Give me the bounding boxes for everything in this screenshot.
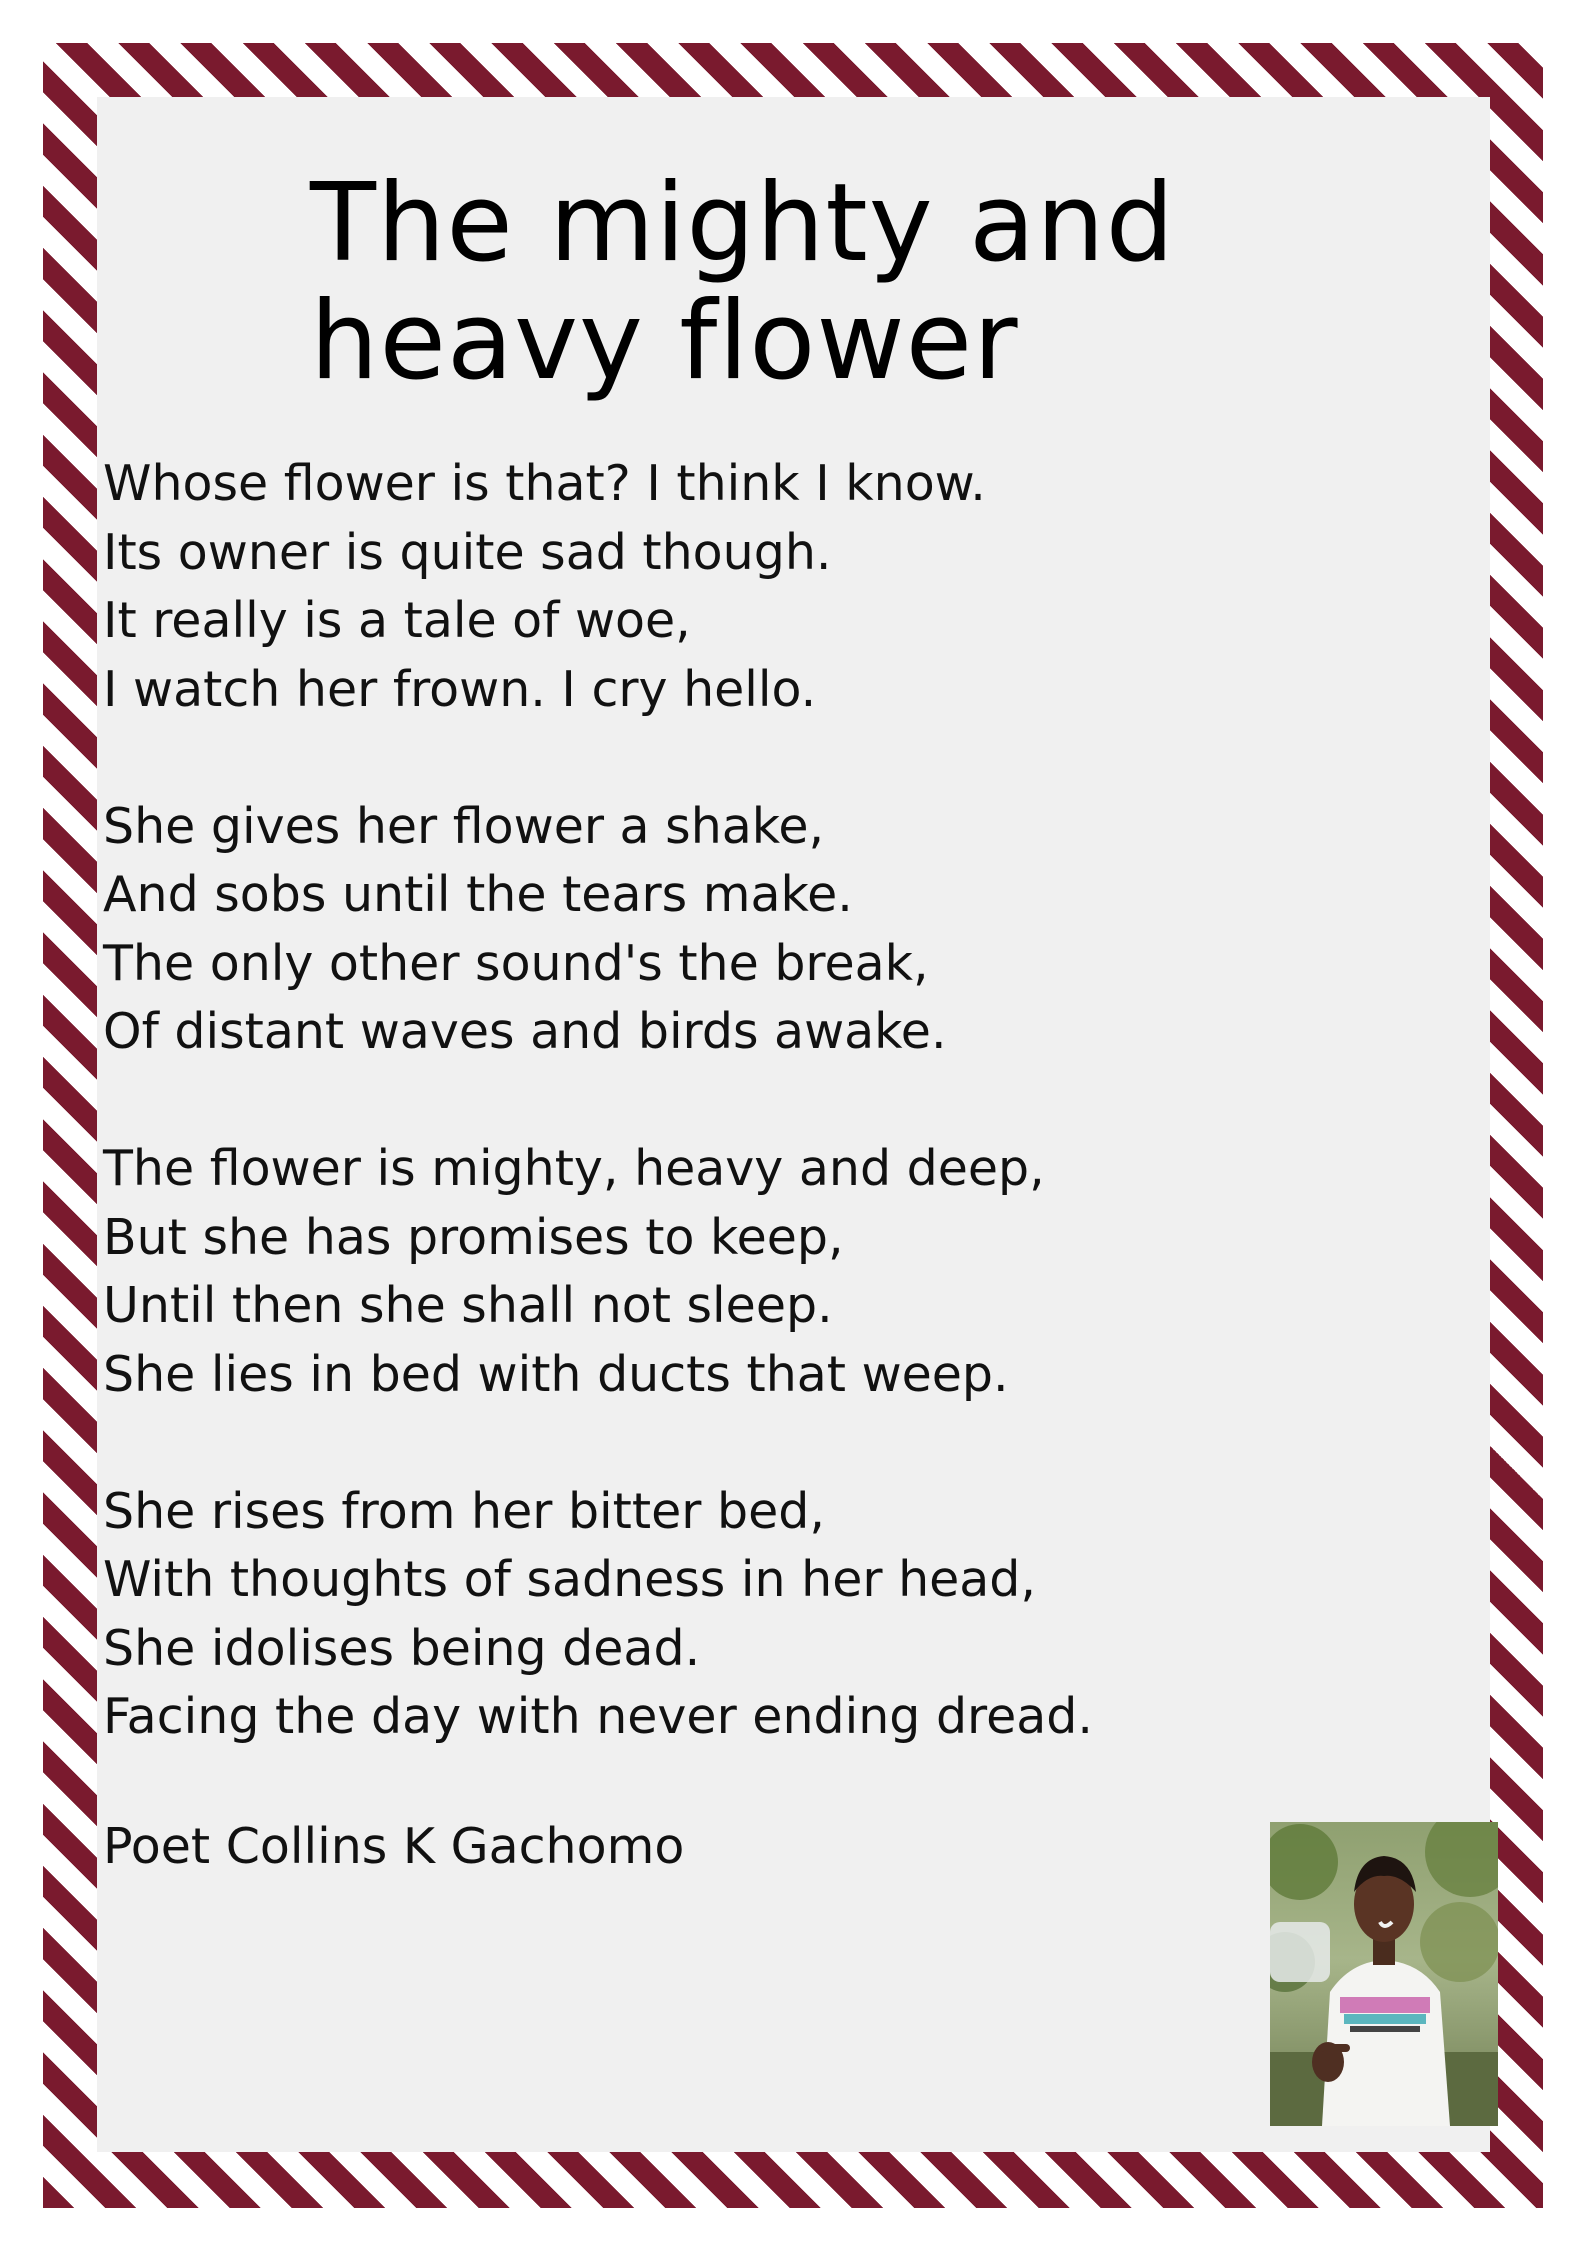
- poem-line: Facing the day with never ending dread.: [103, 1688, 1093, 1745]
- poem-title: [310, 161, 1210, 404]
- poem-line: And sobs until the tears make.: [103, 866, 853, 923]
- poem-line: She gives her flower a shake,: [103, 797, 825, 855]
- poem-line: She rises from her bitter bed,: [103, 1482, 825, 1540]
- poem-line: With thoughts of sadness in her head,: [103, 1551, 1036, 1608]
- poem-line: Until then she shall not sleep.: [103, 1277, 833, 1334]
- poem-line: She idolises being dead.: [103, 1619, 701, 1677]
- poem-line: The flower is mighty, heavy and deep,: [103, 1140, 1045, 1197]
- poem-line: She lies in bed with ducts that weep.: [103, 1345, 1009, 1403]
- poem-line: I watch her frown. I cry hello.: [103, 660, 817, 718]
- stanza-2: [103, 793, 1253, 1067]
- poem-title-line-2: heavy flower: [310, 279, 1019, 404]
- poet-credit: Poet Collins K Gachomo: [103, 1818, 685, 1875]
- poem-line: But she has promises to keep,: [103, 1208, 844, 1266]
- poem-line: It really is a tale of woe,: [103, 592, 691, 649]
- poem-line: The only other sound's the break,: [103, 934, 929, 992]
- poem-line: Whose flower is that? I think I know.: [103, 455, 986, 512]
- stanza-1: [103, 450, 1253, 724]
- stanza-4: [103, 1478, 1253, 1752]
- stanza-3: [103, 1135, 1253, 1409]
- poem-title-line-1: The mighty and: [310, 161, 1176, 286]
- poem-body: [103, 450, 1253, 1820]
- poet-photo: [1270, 1822, 1498, 2126]
- poem-line: Its owner is quite sad though.: [103, 523, 832, 581]
- poem-line: Of distant waves and birds awake.: [103, 1003, 947, 1060]
